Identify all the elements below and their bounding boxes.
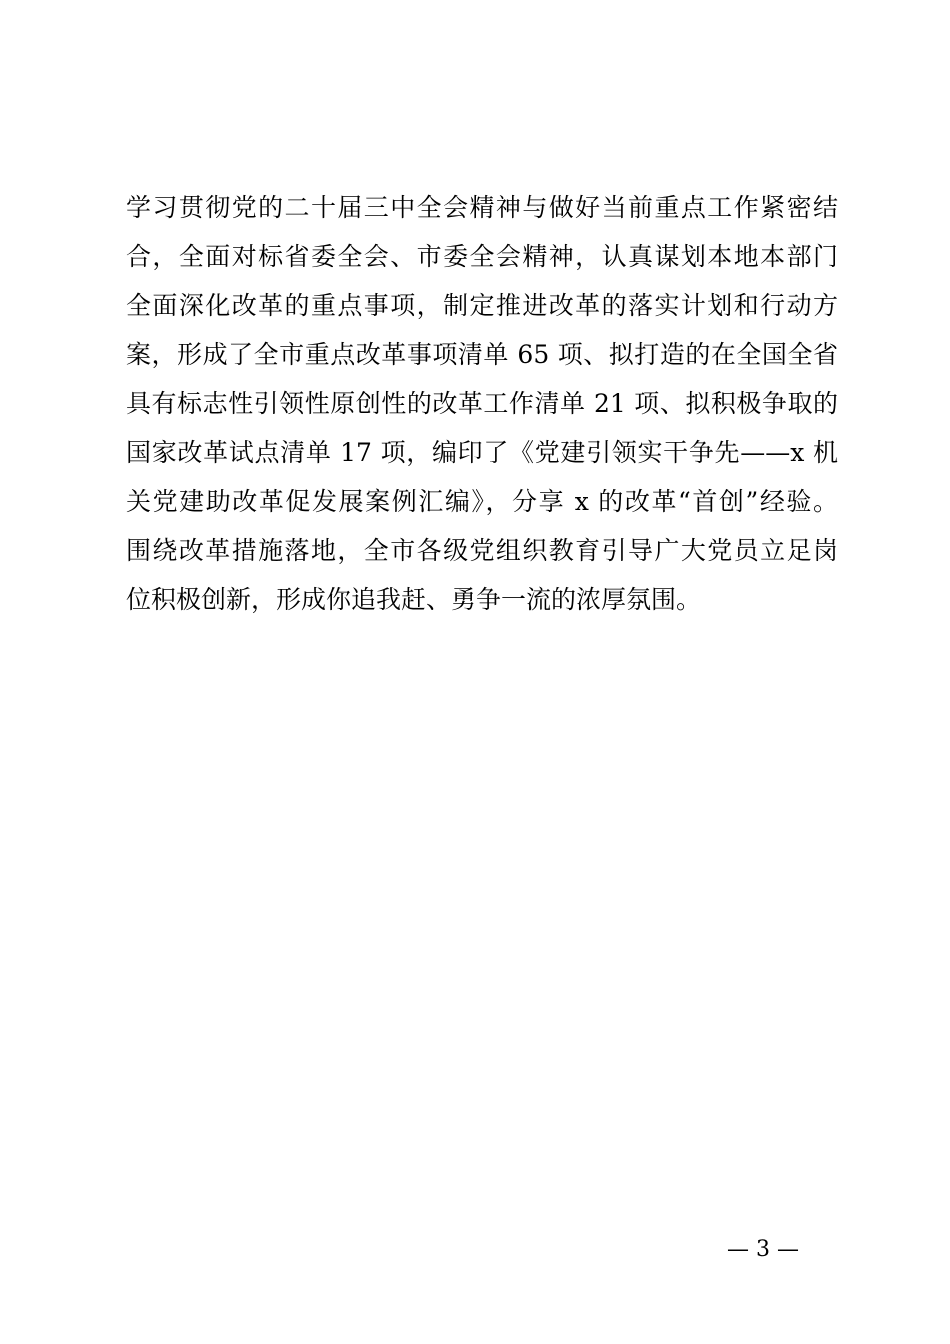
paragraph-line: 全面深化改革的重点事项，制定推进改革的落实计划和行动方 (126, 291, 838, 320)
paragraph-line: 学习贯彻党的二十届三中全会精神与做好当前重点工作紧密结 (126, 193, 838, 222)
page-number: — 3 — (727, 1237, 799, 1262)
paragraph-line: 合，全面对标省委全会、市委全会精神，认真谋划本地本部门 (126, 242, 838, 271)
paragraph-line: 具有标志性引领性原创性的改革工作清单 21 项、拟积极争取的 (126, 389, 838, 418)
paragraph-line: 围绕改革措施落地，全市各级党组织教育引导广大党员立足岗 (126, 536, 838, 565)
paragraph-line: 位积极创新，形成你追我赶、勇争一流的浓厚氛围。 (126, 585, 702, 614)
paragraph-line: 关党建助改革促发展案例汇编》，分享 x 的改革“首创”经验。 (126, 487, 838, 516)
paragraph-line: 国家改革试点清单 17 项，编印了《党建引领实干争先——x 机 (126, 438, 838, 467)
paragraph-line: 案，形成了全市重点改革事项清单 65 项、拟打造的在全国全省 (126, 340, 838, 369)
body-paragraph (126, 183, 838, 624)
